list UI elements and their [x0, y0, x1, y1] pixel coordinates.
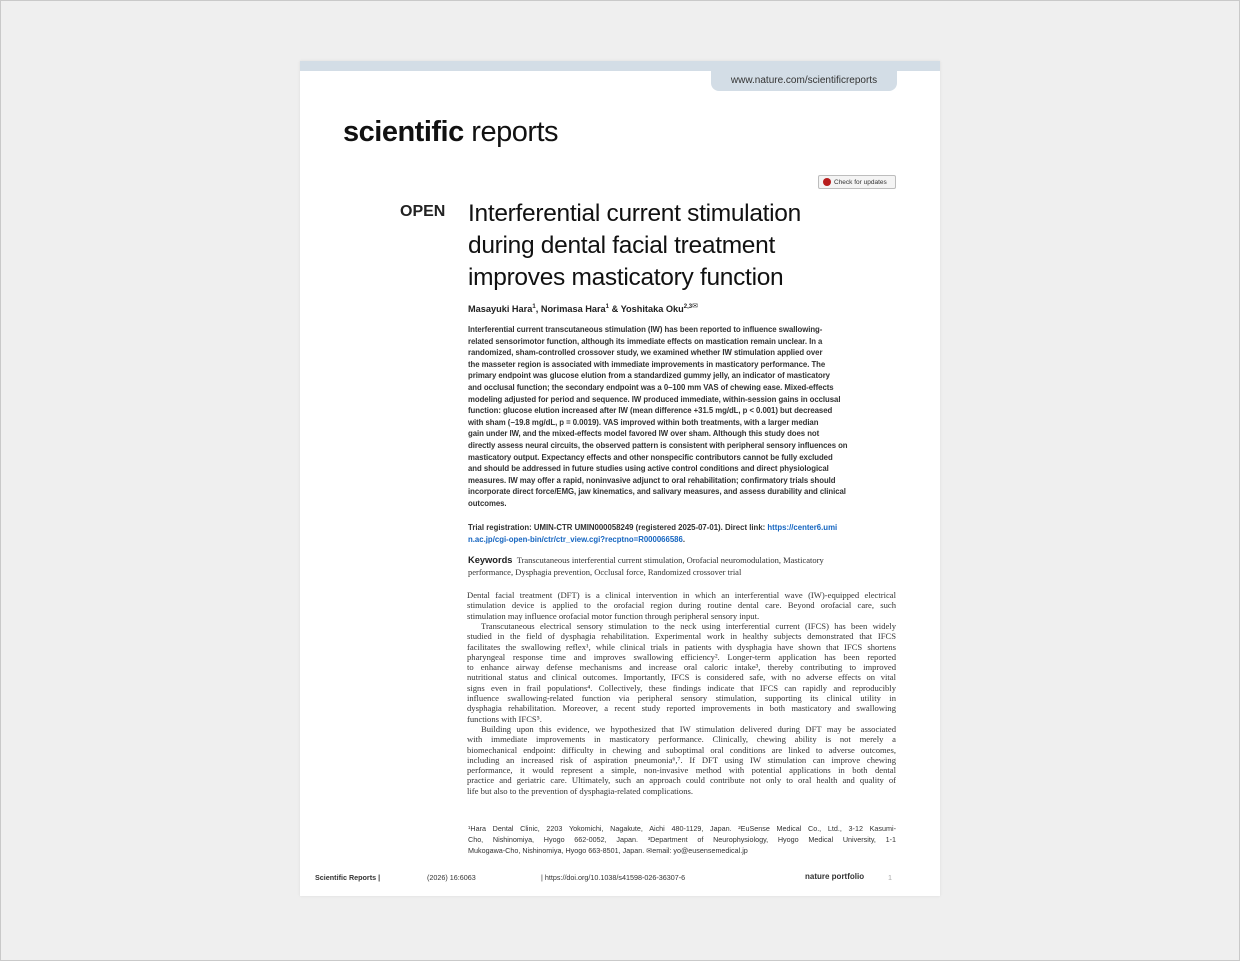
- body-text-line: signs even in frail populations⁴. Collectively, these findings indicate that IFCS can rapidly and reproducibly: [467, 682, 896, 693]
- author-name[interactable]: Yoshitaka Oku: [620, 304, 684, 315]
- article-page: [300, 61, 940, 896]
- publisher-logo: nature portfolio: [805, 872, 865, 881]
- article-title-line: during dental facial treatment: [468, 232, 775, 259]
- body-text-line: life but also to the prevention of dysphagia-related complications.: [467, 785, 693, 796]
- trial-registration-text: Trial registration: UMIN-CTR UMIN000058249 (registered 2025-07-01). Direct link:: [468, 523, 768, 532]
- body-text-line: stimulation may influence orofacial motor function through peripheral sensory input.: [467, 610, 760, 621]
- footer-doi[interactable]: | https://doi.org/10.1038/s41598-026-36307-6: [541, 873, 686, 882]
- journal-logo-light: reports: [471, 116, 559, 148]
- author-list: [468, 302, 698, 314]
- affiliation-line: Cho, Nishinomiya, Hyogo 662-0052, Japan. ³Department of Neurophysiology, Hyogo Medical University, 1-1: [468, 835, 896, 844]
- body-text-line: influence swallowing-related function via peripheral sensory stimulation, supporting its clinical utility in: [467, 693, 896, 703]
- body-text-line: nutritional status and clinical outcomes. Importantly, IFCS is considered safe, with no adverse effects on vital: [467, 672, 896, 683]
- footer-journal: Scientific Reports |: [315, 873, 381, 882]
- trial-registration: [468, 523, 837, 532]
- body-text-line: pharyngeal response time and improves swallowing efficiency². Longer-term application has been reported: [467, 651, 896, 662]
- abstract-line: gain under IW, and the mixed-effects model favored IW over sham. Although this study does not: [468, 429, 820, 439]
- body-text-line: studied in the field of dysphagia rehabilitation. Experimental work in healthy subjects demonstrated that IFCS: [467, 631, 896, 642]
- crossmark-icon: [823, 178, 831, 186]
- body-text-line: practice and geriatric care. Ultimately, such an approach could contribute not only to oral health and quality of: [467, 775, 896, 786]
- abstract-line: with sham (−19.8 mg/dL, p = 0.0019). VAS improved within both treatments, with a larger median: [468, 417, 819, 427]
- author-affiliation: 1: [532, 304, 536, 310]
- body-text-line: to enhance airway defense mechanisms and increase oral caloric intake³, thereby contributing to improved: [467, 662, 896, 673]
- abstract-line: and should be addressed in future studies using active control conditions and direct physiological: [468, 464, 829, 474]
- abstract-line: randomized, sham-controlled crossover study, we examined whether IW stimulation applied over: [468, 348, 823, 358]
- abstract-line: related sensorimotor function, although its immediate effects on mastication remain unclear. In a: [468, 336, 823, 346]
- body-text-line: dysphagia rehabilitation. Moreover, a recent study reported improvements in both masticatory and swallowing: [467, 703, 896, 714]
- abstract-line: outcomes.: [468, 499, 507, 508]
- affiliation-line: ¹Hara Dental Clinic, 2203 Yokomichi, Nagakute, Aichi 480-1129, Japan. ²EuSense Medical Co., Ltd., 3-12 Kasumi-: [468, 824, 896, 833]
- keywords-text: Transcutaneous interferential current stimulation, Orofacial neuromodulation, Masticatory: [516, 555, 824, 565]
- author-affiliation: 2,3: [683, 304, 693, 310]
- body-text-line: stimulation device is applied to the orofacial region during routine dental care. Beyond orofacial care, such: [467, 600, 896, 611]
- keywords-line: [468, 555, 824, 565]
- abstract-line: masticatory output. Expectancy effects and other nonspecific contributors cannot be fully excluded: [468, 452, 833, 462]
- check-for-updates-button[interactable]: [818, 175, 896, 189]
- abstract-line: modeling adjusted for period and sequence. IW produced immediate, within-session gains in occlusal: [468, 394, 841, 404]
- body-text-line: Transcutaneous electrical sensory stimulation to the neck using interferential current (IFCS) has been widely: [481, 620, 896, 631]
- body-text-line: with immediate improvements in masticatory performance. Clinically, chewing ability is not merely a: [467, 734, 896, 745]
- page-number: 1: [888, 873, 892, 882]
- affiliation-line: Mukogawa-Cho, Nishinomiya, Hyogo 663-8501, Japan. ✉email: yo@eusensemedical.jp: [468, 846, 748, 855]
- trial-link[interactable]: https://center6.umi: [767, 523, 838, 532]
- author-affiliation: 1: [605, 304, 610, 310]
- open-access-label: OPEN: [400, 203, 446, 220]
- author-separator: &: [609, 304, 621, 315]
- trial-registration-cont: [468, 535, 685, 544]
- email-icon[interactable]: ✉: [692, 303, 698, 310]
- header-band: [300, 61, 940, 71]
- abstract-line: the masseter region is associated with immediate improvements in masticatory performance. The: [468, 359, 826, 369]
- author-separator: ,: [535, 304, 541, 315]
- body-text-line: performance, it would represent a simple, non-invasive method with potential applications in both dental: [467, 765, 896, 776]
- keywords-label: Keywords: [468, 555, 513, 565]
- abstract-line: and occlusal function; the secondary endpoint was a 0–100 mm VAS of chewing ease. Mixed-effects: [468, 383, 834, 392]
- author-name[interactable]: Masayuki Hara: [468, 304, 533, 315]
- abstract-line: measures. IW may offer a rapid, noninvasive adjunct to oral rehabilitation; confirmatory trials should: [468, 475, 836, 485]
- journal-url[interactable]: www.nature.com/scientificreports: [711, 71, 897, 91]
- check-for-updates-label: Check for updates: [834, 179, 887, 186]
- journal-logo-bold: scientific: [343, 116, 464, 148]
- body-text-line: including an increased risk of aspiration pneumonia⁶,⁷. If DFT using IW stimulation can improve chewing: [467, 754, 896, 765]
- footer-volume: (2026) 16:6063: [427, 873, 476, 882]
- abstract-line: incorporate direct force/EMG, jaw kinematics, and salivary measures, and assess durability and clinical: [468, 487, 846, 497]
- author-name[interactable]: Norimasa Hara: [540, 304, 606, 315]
- abstract-line: function: glucose elution increased after IW (mean difference +31.5 mg/dL, p < 0.001) but decreased: [468, 406, 833, 416]
- body-text-line: Dental facial treatment (DFT) is a clinical intervention in which an interferential wave (IW)-equipped electrical: [467, 590, 896, 600]
- body-text-line: Building upon this evidence, we hypothesized that IW stimulation delivered during DFT may be associated: [481, 723, 896, 734]
- abstract-line: Interferential current transcutaneous stimulation (IW) has been reported to influence swallowing-: [468, 325, 823, 334]
- body-text-line: facilitates the swallowing reflex¹, while clinical trials in patients with dysphagia have shown that IFCS shortens: [467, 641, 896, 652]
- keywords-line: performance, Dysphagia prevention, Occlusal force, Randomized crossover trial: [468, 567, 742, 577]
- trial-link[interactable]: n.ac.jp/cgi-open-bin/ctr/ctr_view.cgi?recptno=R000066586: [468, 535, 683, 544]
- article-title-line: improves masticatory function: [468, 264, 784, 291]
- journal-logo: [343, 116, 558, 149]
- body-text-line: biomechanical endpoint: difficulty in chewing and suboptimal oral conditions are linked to adverse outcomes,: [467, 744, 896, 755]
- abstract-line: directly assess neural circuits, the observed pattern is consistent with peripheral sensory influences on: [468, 441, 848, 450]
- abstract-line: primary endpoint was glucose elution from a standardized gummy jelly, an indicator of masticatory: [468, 371, 830, 381]
- article-title-line: Interferential current stimulation: [468, 200, 801, 227]
- trial-link-end: .: [682, 535, 686, 544]
- body-text-line: functions with IFCS⁵.: [467, 713, 542, 724]
